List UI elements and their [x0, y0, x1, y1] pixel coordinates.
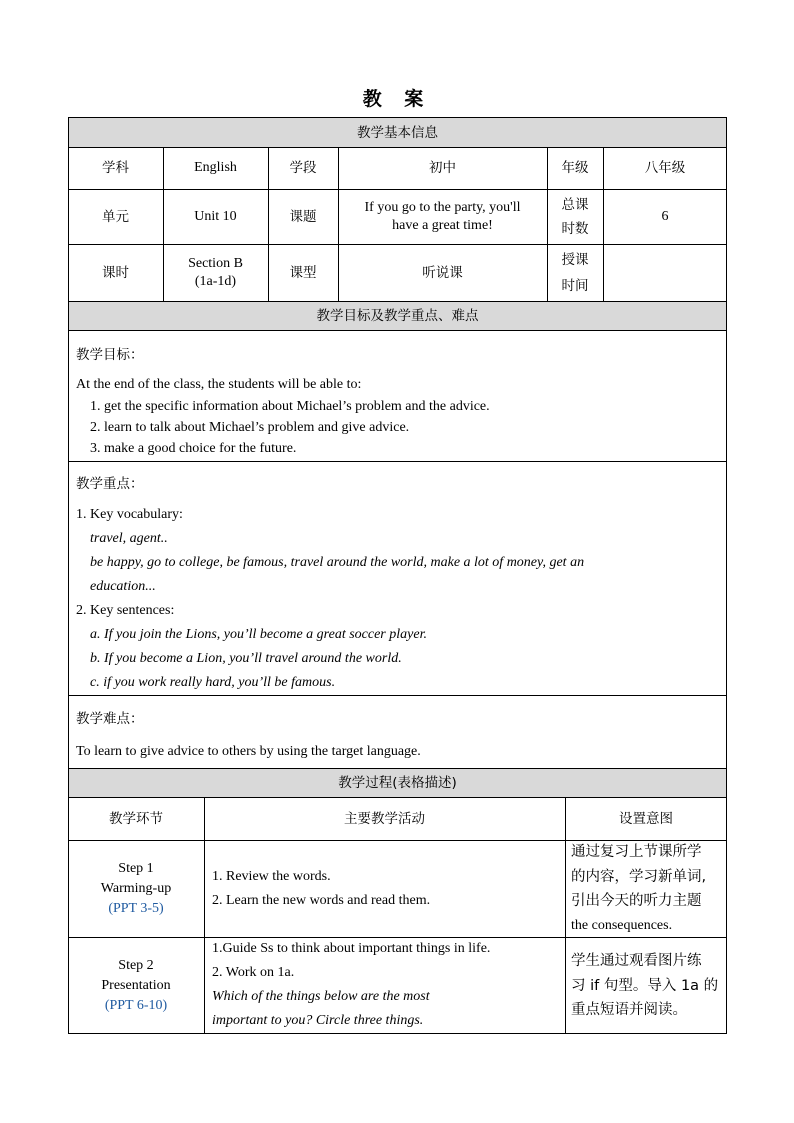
topic-value: [338, 189, 547, 244]
basic-info-header: 教学基本信息: [357, 124, 438, 141]
sentences-title: 2. Key sentences:: [76, 603, 175, 618]
activity-line: 2. Learn the new words and read them.: [212, 893, 431, 908]
activity-line: Which of the things below are the most: [212, 989, 430, 1004]
key-sentence: c. if you work really hard, you’ll be famous.: [90, 675, 336, 690]
type-label: 课型: [289, 264, 317, 281]
vocab-line: travel, agent..: [90, 531, 168, 546]
objectives-intro: At the end of the class, the students will be able to:: [76, 377, 362, 392]
teach-time-value: [603, 244, 727, 301]
vocab-line: education...: [90, 579, 156, 594]
topic-line-1: If you go to the party, you'll: [364, 199, 521, 215]
key-points-label: 教学重点：: [76, 476, 144, 492]
vocab-line: be happy, go to college, be famous, travel around the world, make a lot of money, get an: [90, 555, 585, 570]
period-value: Section B (1a-1d): [188, 255, 243, 289]
activity-line: 1.Guide Ss to think about important things in life.: [212, 941, 491, 956]
objectives-header: 教学目标及教学重点、难点: [316, 308, 479, 324]
page-title: 教 案: [362, 88, 432, 110]
stage-label: 学段: [289, 160, 317, 176]
process-header: 教学过程(表格描述): [338, 775, 457, 791]
subject-label: 学科: [102, 160, 129, 176]
period-label: 课时: [102, 264, 129, 281]
objective-item: 2. learn to talk about Michael’s problem and give advice.: [90, 420, 410, 435]
step-2-intent: 学生通过观看图片练 习 if 句型。导入 1a 的 重点短语并阅读。: [571, 953, 719, 1019]
grade-label: 年级: [561, 160, 589, 176]
activity-line: important to you? Circle three things.: [212, 1013, 424, 1028]
col-header-activities: 主要教学活动: [344, 810, 425, 827]
activity-line: 1. Review the words.: [212, 869, 331, 884]
step-2-cell: Step 2 Presentation (PPT 6-10): [68, 937, 204, 1034]
unit-value: Unit 10: [194, 208, 237, 224]
unit-label: 单元: [102, 208, 129, 225]
difficulty-label: 教学难点：: [76, 711, 144, 727]
ppt-ref: (PPT 6-10): [104, 997, 168, 1013]
objectives-label: 教学目标：: [76, 347, 144, 363]
ppt-ref: (PPT 3-5): [108, 900, 164, 916]
subject-value: English: [194, 160, 237, 175]
step-1-intent: 通过复习上节课所学 的内容，学习新单词, 引出今天的听力主题 the consequences.: [571, 844, 707, 933]
objective-item: 3. make a good choice for the future.: [90, 441, 297, 456]
objective-item: 1. get the specific information about Michael’s problem and the advice.: [90, 399, 490, 414]
topic-line-2: have a great time!: [392, 217, 493, 233]
grade-value: 八年级: [644, 160, 686, 176]
difficulty-text: To learn to give advice to others by using the target language.: [76, 744, 421, 759]
stage-value: 初中: [429, 160, 456, 176]
vocab-title: 1. Key vocabulary:: [76, 507, 183, 522]
step-1-cell: Step 1 Warming-up (PPT 3-5): [68, 840, 204, 937]
topic-label: 课题: [289, 208, 317, 225]
col-header-stage: 教学环节: [109, 810, 163, 827]
total-hours-label: 总课 时数: [561, 196, 589, 237]
col-header-intent: 设置意图: [619, 810, 673, 827]
total-hours-value: 6: [661, 208, 669, 224]
activity-line: 2. Work on 1a.: [212, 965, 295, 980]
key-sentence: b. If you become a Lion, you’ll travel around the world.: [90, 651, 402, 666]
key-sentence: a. If you join the Lions, you’ll become a great soccer player.: [90, 627, 427, 642]
type-value: 听说课: [422, 264, 463, 281]
teach-time-label: 授课 时间: [561, 251, 589, 294]
